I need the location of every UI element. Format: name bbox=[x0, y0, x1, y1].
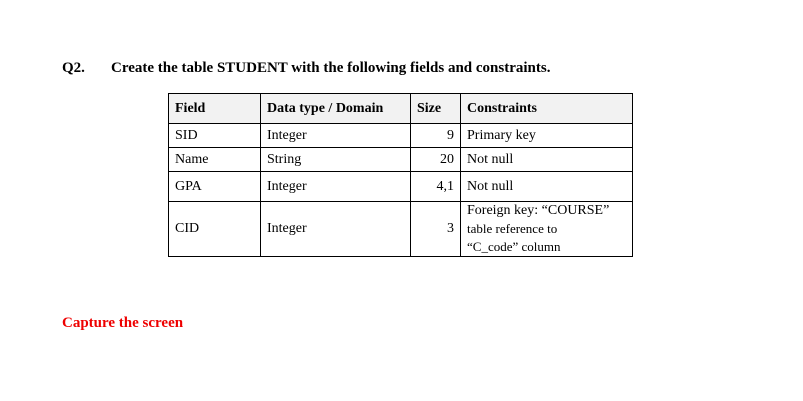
cell-constraint bbox=[461, 202, 633, 257]
student-table-spec bbox=[168, 93, 633, 257]
cell-constraint: Not null bbox=[461, 148, 633, 172]
header-data-type: Data type / Domain bbox=[261, 94, 411, 124]
cell-size: 20 bbox=[411, 148, 461, 172]
question-number: Q2. bbox=[62, 60, 85, 76]
cell-size: 4,1 bbox=[411, 172, 461, 202]
cell-type: Integer bbox=[261, 124, 411, 148]
cell-type: Integer bbox=[261, 202, 411, 257]
question-text: Create the table STUDENT with the following fields and constraints. bbox=[111, 60, 551, 76]
constraint-line: Foreign key: “COURSE” bbox=[467, 203, 610, 218]
table-row bbox=[169, 148, 633, 172]
constraint-line: table reference to bbox=[467, 221, 558, 236]
table-header-row bbox=[169, 94, 633, 124]
header-size: Size bbox=[411, 94, 461, 124]
cell-constraint: Primary key bbox=[461, 124, 633, 148]
cell-constraint: Not null bbox=[461, 172, 633, 202]
cell-size: 9 bbox=[411, 124, 461, 148]
table-row bbox=[169, 202, 633, 257]
cell-type: Integer bbox=[261, 172, 411, 202]
cell-size: 3 bbox=[411, 202, 461, 257]
constraint-line: “C_code” column bbox=[467, 239, 561, 254]
header-constraints: Constraints bbox=[461, 94, 633, 124]
table-row bbox=[169, 172, 633, 202]
cell-type: String bbox=[261, 148, 411, 172]
cell-field: CID bbox=[169, 202, 261, 257]
table-row bbox=[169, 124, 633, 148]
capture-instruction: Capture the screen bbox=[62, 315, 184, 331]
header-field: Field bbox=[169, 94, 261, 124]
cell-field: GPA bbox=[169, 172, 261, 202]
question-heading bbox=[62, 58, 550, 78]
cell-field: SID bbox=[169, 124, 261, 148]
cell-field: Name bbox=[169, 148, 261, 172]
